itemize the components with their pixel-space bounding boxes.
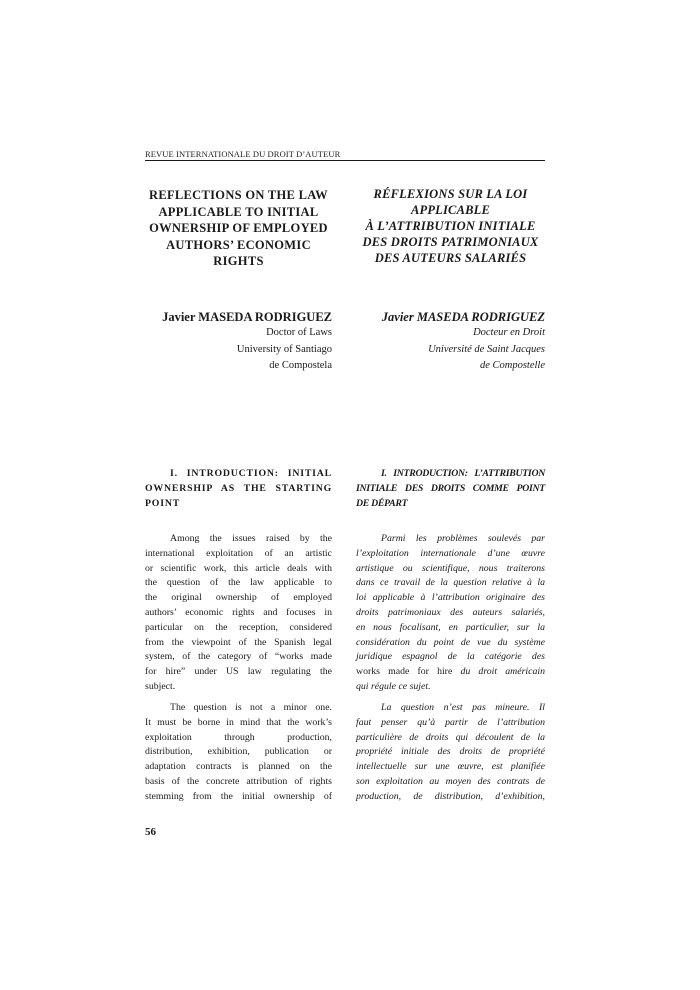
upright-term: works made for hire [356, 666, 453, 678]
text-line: en nous focalisant, en particulier, sur la [356, 621, 545, 633]
running-header: REVUE INTERNATIONALE DU DROIT D’AUTEUR [145, 149, 341, 159]
affiliation-line: de Compostelle [479, 360, 545, 371]
text-line: La question n’est pas mineure. Il [381, 702, 545, 713]
affiliation-line: de Compostela [269, 360, 332, 371]
english-paragraph-1 [145, 532, 332, 695]
affiliation-line: University of Santiago [236, 343, 332, 355]
title-line: REFLECTIONS ON THE LAW [149, 188, 328, 202]
text-line: l’exploitation internationale d’une œuvre [356, 547, 545, 559]
text-line: The question is not a minor one. [170, 702, 332, 713]
text-line: propriété initiale des droits de propriété [356, 746, 545, 758]
text-line: particulière de droits qui découlent de la [356, 731, 545, 743]
title-line: RIGHTS [213, 254, 264, 268]
text-line: adaptation contracts is planned on the [145, 761, 332, 773]
text-line: or scientific work, this article deals with [145, 562, 332, 574]
text-line: considération du point de vue du système [356, 636, 545, 648]
page-number: 56 [145, 826, 156, 838]
text-line: system, of the category of “works made [145, 651, 332, 663]
text-line [356, 665, 545, 680]
english-title [145, 187, 332, 270]
text-line: intellectuelle sur une œuvre, est planifiée [356, 761, 545, 773]
text-line: from the viewpoint of the Spanish legal [145, 636, 332, 648]
english-paragraph-2 [145, 701, 332, 805]
french-affiliation [356, 325, 545, 375]
text-line: Parmi les problèmes soulevés par [381, 533, 545, 544]
heading-line: INITIALE DES DROITS COMME POINT [356, 482, 545, 494]
title-line: DES AUTEURS SALARIÉS [374, 251, 527, 265]
text-line: the original ownership of employed [145, 592, 332, 604]
title-line: APPLICABLE [410, 203, 491, 217]
header-rule [145, 160, 545, 161]
heading-line: I. INTRODUCTION: L’ATTRIBUTION [381, 468, 545, 479]
text-line: juridique espagnol de la catégorie des [356, 651, 545, 663]
text-line: qui régule ce sujet. [356, 680, 431, 692]
text-line: exploitation through production, [145, 731, 332, 743]
text-line: subject. [145, 680, 176, 692]
text-line: It must be borne in mind that the work’s [145, 716, 332, 728]
english-section-heading [145, 467, 332, 511]
text-line: artistique ou scientifique, nous traiterons [356, 562, 545, 574]
text-line: dans ce travail de la question relative à la [356, 577, 545, 589]
text-line: son exploitation au moyen des contrats de [356, 775, 545, 787]
french-title [356, 186, 545, 266]
text-line: Among the issues raised by the [170, 533, 332, 544]
french-paragraph-1 [356, 532, 545, 695]
italic-tail: du droit américain [452, 666, 546, 678]
english-affiliation [145, 325, 332, 375]
french-section-heading [356, 467, 545, 511]
english-author: Javier MASEDA RODRIGUEZ [162, 310, 332, 324]
text-line: production, de distribution, d’exhibition, [356, 790, 545, 802]
title-line: AUTHORS’ ECONOMIC [166, 237, 311, 252]
text-line: basis of the concrete attribution of rights [145, 775, 332, 787]
affiliation-line: Doctor of Laws [266, 327, 332, 338]
heading-line: DE DÉPART [356, 497, 408, 509]
text-line: for hire” under US law regulating the [145, 666, 332, 678]
heading-line: OWNERSHIP AS THE STARTING [145, 482, 332, 494]
title-line: DES DROITS PATRIMONIAUX [362, 235, 539, 249]
title-line: OWNERSHIP OF EMPLOYED [149, 221, 328, 235]
title-line: À L’ATTRIBUTION INITIALE [365, 219, 536, 233]
heading-line: POINT [145, 497, 181, 509]
text-line: stemming from the initial ownership of [145, 790, 332, 802]
text-line: faut penser qu’à partir de l’attribution [356, 716, 545, 728]
text-line: the question of the law applicable to [145, 577, 332, 589]
affiliation-line: Université de Saint Jacques [428, 343, 545, 355]
text-line: droits patrimoniaux des auteurs salariés, [356, 606, 545, 618]
text-line: distribution, exhibition, publication or [145, 746, 332, 758]
text-line: international exploitation of an artistic [145, 547, 332, 559]
french-paragraph-2 [356, 701, 545, 805]
text-line: loi applicable à l’attribution originaire des [356, 592, 545, 604]
text-line: particular on the reception, considered [145, 621, 332, 633]
text-line: authors’ economic rights and focuses in [145, 606, 332, 618]
title-line: RÉFLEXIONS SUR LA LOI [373, 187, 528, 201]
affiliation-line: Docteur en Droit [473, 327, 545, 338]
title-line: APPLICABLE TO INITIAL [158, 204, 319, 219]
heading-line: I. INTRODUCTION: INITIAL [170, 468, 332, 479]
french-author: Javier MASEDA RODRIGUEZ [381, 310, 545, 324]
